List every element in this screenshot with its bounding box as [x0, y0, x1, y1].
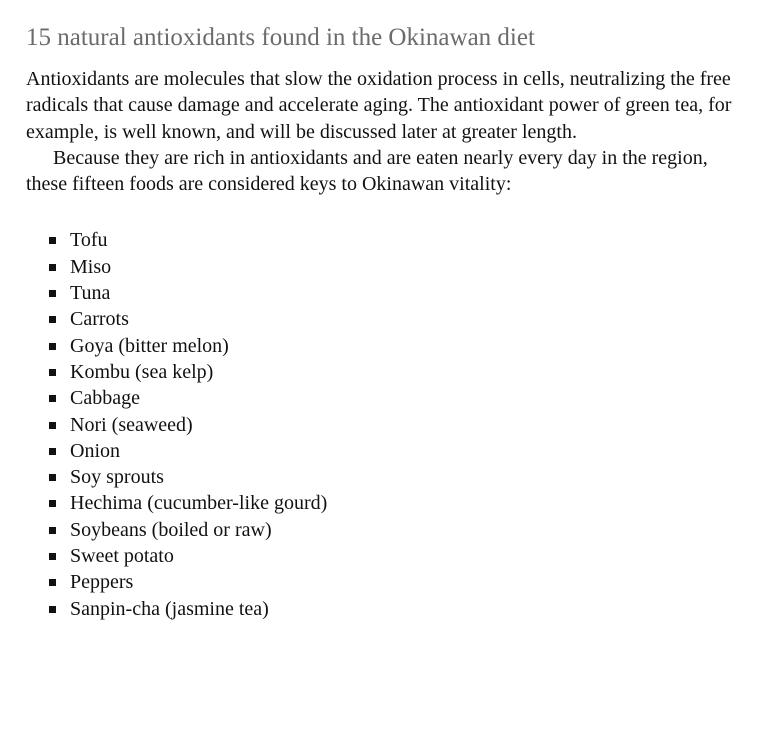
list-item — [26, 596, 736, 622]
square-bullet-icon — [49, 527, 56, 534]
document-page — [26, 22, 736, 622]
intro-paragraph: Antioxidants are molecules that slow the oxidation process in cells, neutralizing the free radicals that cause damage and accelerate aging. The antioxidant power of green tea, for example, is well known, and will be discussed later at greater length. — [26, 68, 732, 143]
list-item — [26, 464, 736, 490]
list-item — [26, 254, 736, 280]
list-item-label: Tofu — [70, 229, 108, 252]
list-item — [26, 543, 736, 569]
list-item-label: Sanpin-cha (jasmine tea) — [70, 597, 269, 620]
list-item — [26, 517, 736, 543]
square-bullet-icon — [49, 264, 56, 271]
list-item-label: Onion — [70, 439, 120, 462]
list-item-label: Soy sprouts — [70, 466, 164, 489]
square-bullet-icon — [49, 500, 56, 507]
list-item-label: Tuna — [70, 282, 111, 305]
list-item — [26, 280, 736, 306]
list-item-label: Sweet potato — [70, 545, 174, 568]
list-item — [26, 385, 736, 411]
list-item — [26, 490, 736, 516]
list-item-label: Peppers — [70, 571, 134, 594]
list-item — [26, 359, 736, 385]
food-list — [26, 227, 736, 621]
square-bullet-icon — [49, 448, 56, 455]
square-bullet-icon — [49, 343, 56, 350]
list-item — [26, 569, 736, 595]
list-item-label: Cabbage — [70, 387, 140, 410]
lead-in-paragraph: Because they are rich in antioxidants and are eaten nearly every day in the region, these fifteen foods are considered keys to Okinawan vitality: — [26, 146, 708, 196]
square-bullet-icon — [49, 579, 56, 586]
list-item-label: Miso — [70, 255, 112, 278]
square-bullet-icon — [49, 422, 56, 429]
square-bullet-icon — [49, 606, 56, 613]
square-bullet-icon — [49, 369, 56, 376]
list-item-label: Hechima (cucumber-like gourd) — [70, 492, 328, 515]
list-item-label: Soybeans (boiled or raw) — [70, 518, 272, 541]
section-title: 15 natural antioxidants found in the Okinawan diet — [26, 24, 535, 51]
list-item — [26, 438, 736, 464]
square-bullet-icon — [49, 290, 56, 297]
square-bullet-icon — [49, 316, 56, 323]
list-item-label: Carrots — [70, 308, 129, 331]
square-bullet-icon — [49, 395, 56, 402]
square-bullet-icon — [49, 237, 56, 244]
list-item-label: Nori (seaweed) — [70, 413, 193, 436]
list-item — [26, 227, 736, 253]
list-item — [26, 306, 736, 332]
square-bullet-icon — [49, 474, 56, 481]
list-item-label: Kombu (sea kelp) — [70, 360, 214, 383]
list-item — [26, 412, 736, 438]
list-item-label: Goya (bitter melon) — [70, 334, 229, 357]
list-item — [26, 333, 736, 359]
square-bullet-icon — [49, 553, 56, 560]
